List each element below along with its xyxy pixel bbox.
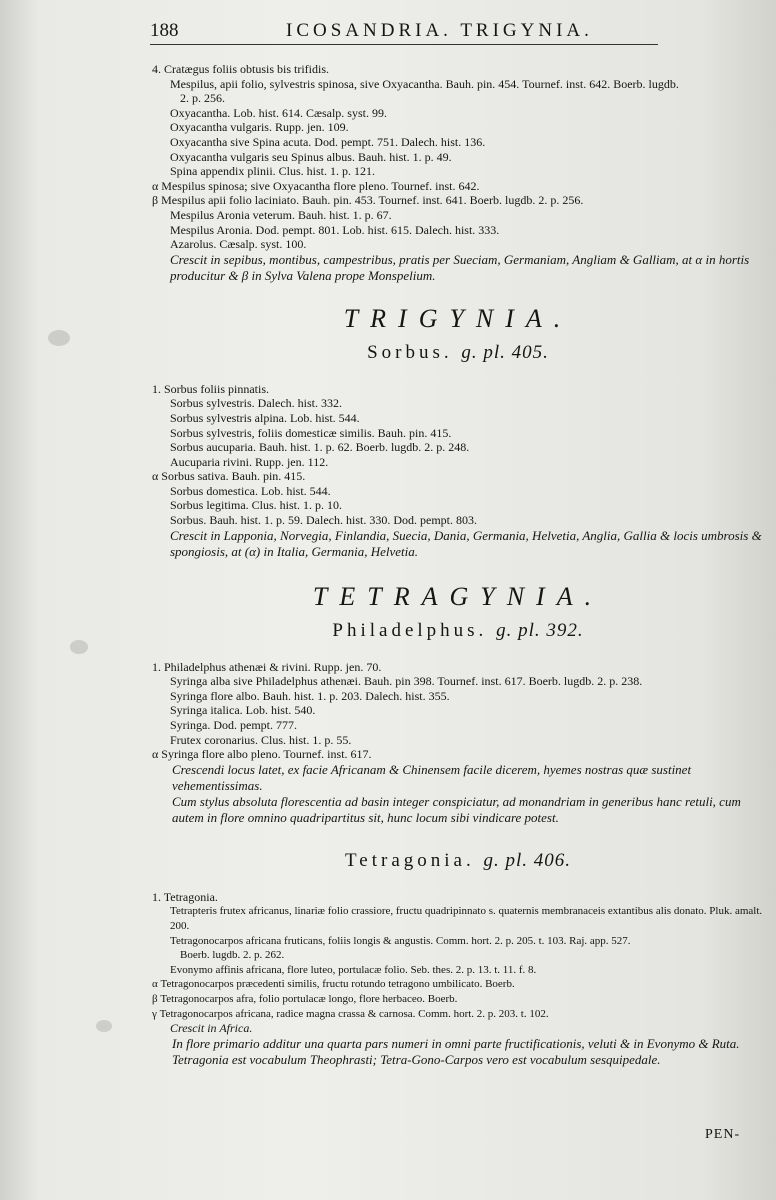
page-body: [152, 62, 764, 1068]
genus-name: Tetragonia.: [345, 849, 475, 871]
synonym-line: Sorbus. Bauh. hist. 1. p. 59. Dalech. hist. 330. Dod. pempt. 803.: [170, 513, 477, 528]
synonym-line: Spina appendix plinii. Clus. hist. 1. p. 121.: [170, 164, 376, 179]
species-line: 1. Tetragonia.: [152, 889, 218, 904]
stain: [48, 330, 70, 346]
synonym-line: 2. p. 256.: [180, 91, 225, 106]
species-line: 4. Cratægus foliis obtusis bis trifidis.: [152, 62, 330, 76]
page-number: 188: [150, 20, 179, 41]
synonym-line: Mespilus Aronia veterum. Bauh. hist. 1. p. 67.: [170, 207, 392, 222]
synonym-line: Sorbus legitima. Clus. hist. 1. p. 10.: [170, 498, 343, 513]
synonym-line: Aucuparia rivini. Rupp. jen. 112.: [170, 454, 329, 469]
synonym-line: Syringa flore albo. Bauh. hist. 1. p. 203. Dalech. hist. 355.: [170, 688, 450, 703]
note-text: In flore primario additur una quarta pars numeri in omni parte fructificationis, veluti & in Evonymo & Ruta.: [172, 1035, 740, 1051]
variety-line: α Mespilus spinosa; sive Oxyacantha flore pleno. Tournef. inst. 642.: [152, 178, 480, 193]
variety-line: α Tetragonocarpos præcedenti similis, fructu rotundo tetragono umbilicato. Boerb.: [152, 978, 515, 991]
variety-line: α Syringa flore albo pleno. Tournef. inst. 617.: [152, 747, 372, 762]
synonym-line: Sorbus aucuparia. Bauh. hist. 1. p. 62. Boerb. lugdb. 2. p. 248.: [170, 440, 470, 455]
synonym-line: Mespilus Aronia. Dod. pempt. 801. Lob. hist. 615. Dalech. hist. 333.: [170, 222, 500, 237]
synonym-line: Syringa italica. Lob. hist. 540.: [170, 703, 316, 718]
catchword: PEN-: [705, 1127, 741, 1142]
section-heading: TRIGYNIA.: [343, 303, 573, 333]
running-title: ICOSANDRIA. TRIGYNIA.: [286, 20, 593, 41]
synonym-line: Tetrapteris frutex africanus, linariæ folio crassiore, fructu quadripinnato s. quaternis membranaceis extantibus alis donato. Pluk. amalt. 200.: [170, 905, 763, 932]
synonym-line: Oxyacantha sive Spina acuta. Dod. pempt. 751. Dalech. hist. 136.: [170, 134, 486, 149]
genus-heading: [152, 342, 764, 364]
synonym-line: Syringa alba sive Philadelphus athenæi. Bauh. pin 398. Tournef. inst. 617. Boerb. lugdb. 2. p. 238.: [170, 674, 643, 689]
habitat-text: Crescit in sepibus, montibus, campestribus, pratis per Sueciam, Germaniam, Angliam & Galliam, at α in hortis producitur & β in Sylva Valena prope Monspelium.: [170, 251, 750, 283]
synonym-line: Sorbus sylvestris. Dalech. hist. 332.: [170, 396, 342, 411]
note-text: Crescendi locus latet, ex facie Africanam & Chinensem facile dicerem, hyemes nostras quæ sustinet vehementissimas.: [172, 761, 692, 793]
genus-reference: g. pl. 406.: [483, 849, 571, 871]
synonym-line: Syringa. Dod. pempt. 777.: [170, 718, 297, 733]
synonym-line: Mespilus, apii folio, sylvestris spinosa, sive Oxyacantha. Bauh. pin. 454. Tournef. inst. 642. Boerb. lugdb.: [170, 76, 679, 91]
synonym-line: Sorbus sylvestris, foliis domesticæ similis. Bauh. pin. 415.: [170, 425, 452, 440]
note-text: Cum stylus absoluta florescentia ad basin integer conspiciatur, ad monandriam in generibus hanc retuli, cum autem in flore omnino quadripartitus sit, hunc locum sibi vindicare potest.: [172, 793, 741, 825]
genus-name: Sorbus.: [367, 341, 453, 363]
species-line: 1. Philadelphus athenæi & rivini. Rupp. jen. 70.: [152, 659, 382, 674]
genus-heading: [152, 620, 764, 642]
synonym-line: Evonymo affinis africana, flore luteo, portulacæ folio. Seb. thes. 2. p. 13. t. 11. f. 8.: [170, 963, 537, 976]
synonym-line: Sorbus sylvestris alpina. Lob. hist. 544.: [170, 410, 360, 425]
synonym-line: Boerb. lugdb. 2. p. 262.: [180, 949, 285, 962]
genus-reference: g. pl. 392.: [496, 619, 584, 641]
genus-heading: [152, 850, 764, 872]
variety-line: β Tetragonocarpos afra, folio portulacæ longo, flore herbaceo. Boerb.: [152, 992, 458, 1005]
section-heading: TETRAGYNIA.: [312, 581, 604, 611]
variety-line: β Mespilus apii folio laciniato. Bauh. pin. 453. Tournef. inst. 641. Boerb. lugdb. 2. p. 256.: [152, 193, 584, 208]
habitat-text: Crescit in Lapponia, Norvegia, Finlandia, Suecia, Dania, Germania, Helvetia, Anglia, Gallia & locis umbrosis & spongiosis, at (α) in Italia, Germania, Helvetia.: [170, 527, 762, 559]
species-line: 1. Sorbus foliis pinnatis.: [152, 381, 270, 396]
note-text: Tetragonia est vocabulum Theophrasti; Tetra-Gono-Carpos vero est vocabulum sesquipedale.: [172, 1051, 661, 1067]
synonym-line: Tetragonocarpos africana fruticans, foliis longis & angustis. Comm. hort. 2. p. 205. t. 103. Raj. app. 527.: [170, 934, 631, 947]
stain: [96, 1020, 112, 1032]
synonym-line: Frutex coronarius. Clus. hist. 1. p. 55.: [170, 732, 352, 747]
variety-line: α Sorbus sativa. Bauh. pin. 415.: [152, 469, 306, 484]
synonym-line: Sorbus domestica. Lob. hist. 544.: [170, 483, 331, 498]
synonym-line: Oxyacantha. Lob. hist. 614. Cæsalp. syst. 99.: [170, 105, 387, 120]
stain: [70, 640, 88, 654]
synonym-line: Oxyacantha vulgaris seu Spinus albus. Bauh. hist. 1. p. 49.: [170, 149, 452, 164]
synonym-line: Oxyacantha vulgaris. Rupp. jen. 109.: [170, 120, 349, 135]
genus-name: Philadelphus.: [332, 619, 488, 641]
variety-line: γ Tetragonocarpos africana, radice magna crassa & carnosa. Comm. hort. 2. p. 203. t. 102.: [152, 1007, 549, 1020]
synonym-line: Azarolus. Cæsalp. syst. 100.: [170, 237, 307, 252]
header-rule: [150, 44, 658, 45]
habitat-text: Crescit in Africa.: [170, 1021, 253, 1036]
genus-reference: g. pl. 405.: [461, 341, 549, 363]
